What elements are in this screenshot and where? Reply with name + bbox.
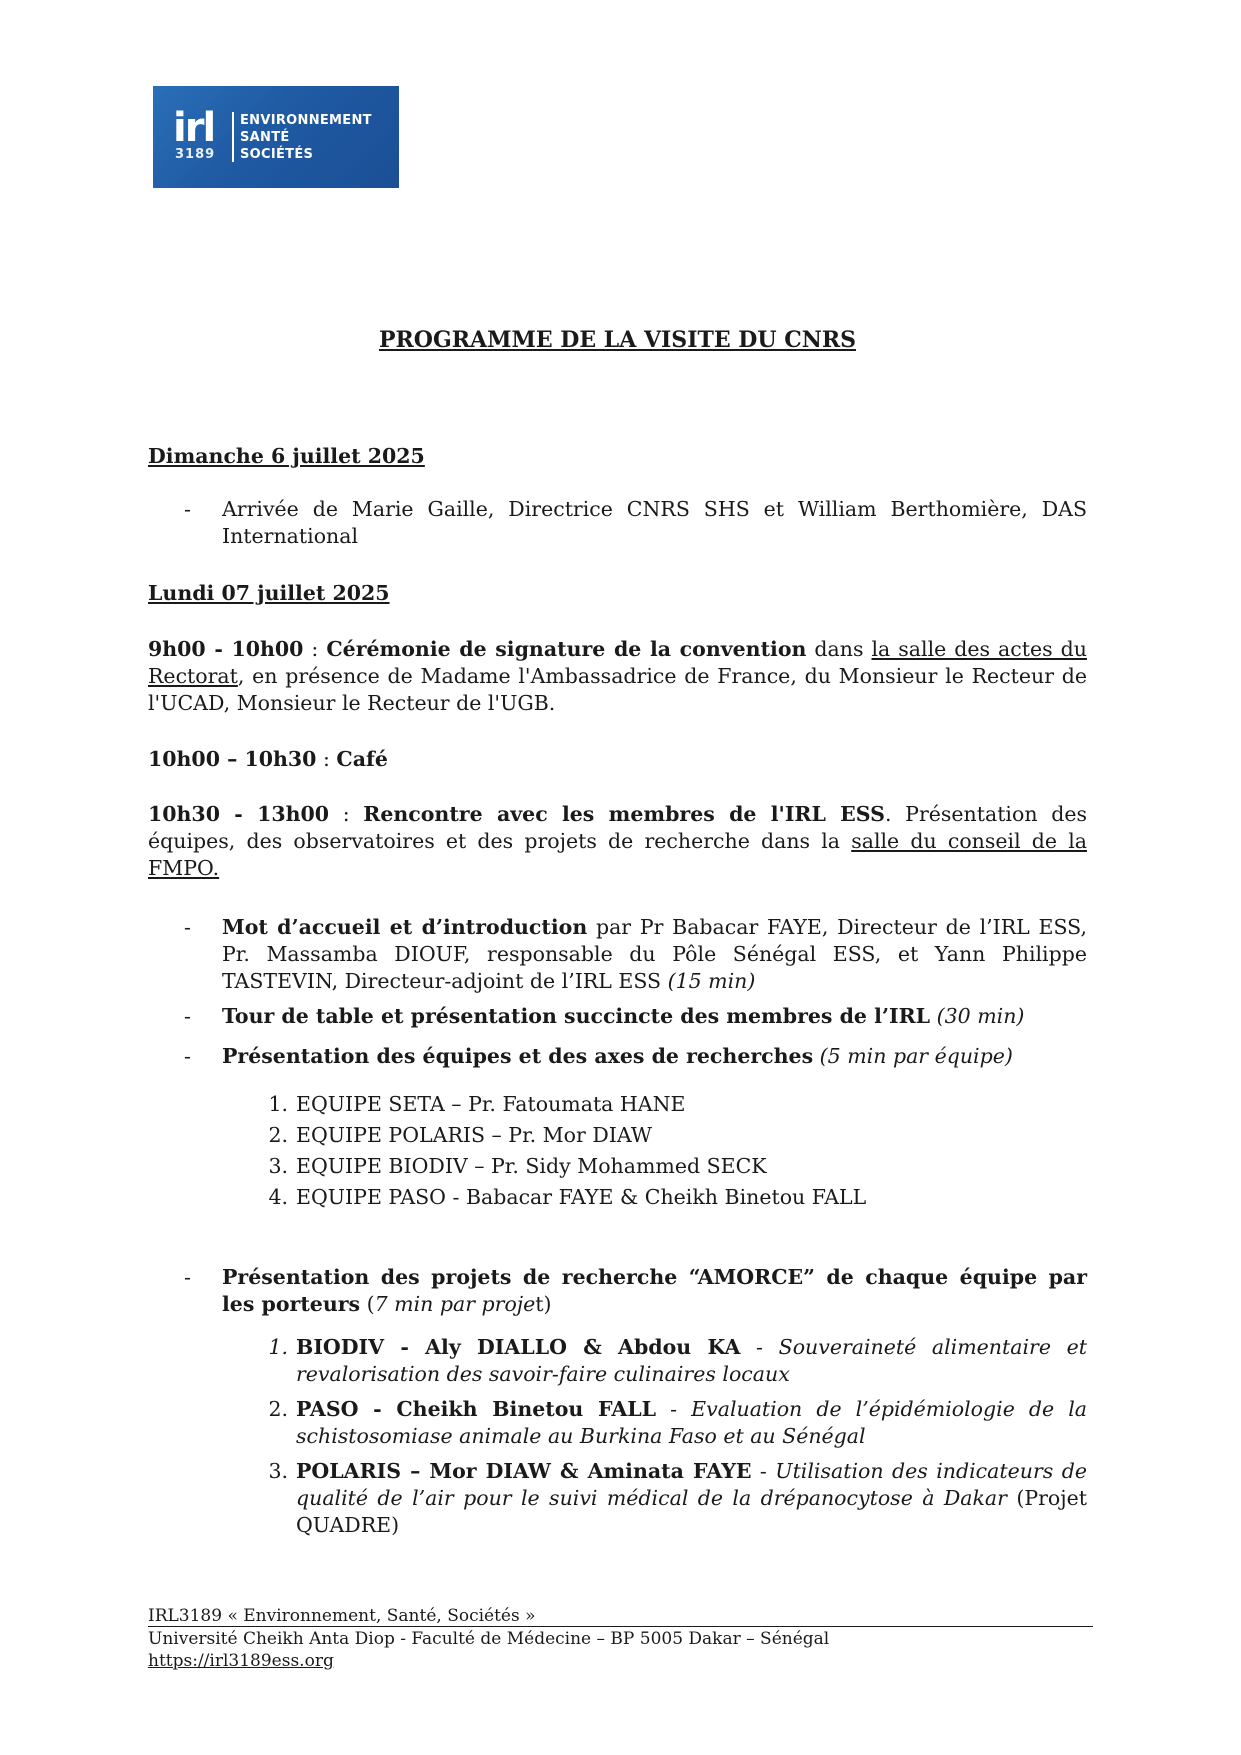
agenda-bullet	[184, 1264, 1087, 1318]
agenda-item-duration: (30 min)	[936, 1004, 1025, 1028]
team-text: EQUIPE SETA – Pr. Fatoumata HANE	[296, 1092, 686, 1116]
session-time: 10h00 – 10h30	[148, 747, 317, 771]
page-footer	[148, 1605, 1093, 1672]
project-team: POLARIS – Mor DIAW & Aminata FAYE	[296, 1459, 752, 1483]
session-text: , en présence de Madame l'Ambassadrice de France, du Monsieur le Recteur de l'UCAD, Monsieur le Recteur de l'UGB.	[148, 664, 1087, 715]
agenda-item-title: Présentation des projets de recherche “AMORCE” de chaque équipe par les porteurs	[222, 1265, 1087, 1316]
separator: -	[656, 1397, 692, 1421]
session-place: salle du conseil de la FMPO.	[148, 829, 1088, 880]
dash-marker: -	[184, 1044, 191, 1068]
project-title: Souveraineté alimentaire et revalorisation des savoir-faire culinaires locaux	[296, 1335, 1087, 1386]
project-team: PASO - Cheikh Binetou FALL	[296, 1397, 657, 1421]
project-title: Utilisation des indicateurs de qualité de l’air pour le suivi médical de la drépanocytose à Dakar	[296, 1459, 1087, 1510]
separator: -	[740, 1335, 779, 1359]
logo-irl-text: irl	[173, 105, 215, 151]
footer-line-1: IRL3189 « Environnement, Santé, Sociétés »	[148, 1606, 536, 1626]
item-number: 2.	[268, 1123, 288, 1147]
agenda-item-duration: (5 min par équipe)	[819, 1044, 1013, 1068]
logo-divider	[232, 112, 234, 162]
day1-bullet	[184, 496, 1087, 550]
logo-word-1: ENVIRONNEMENT	[240, 113, 372, 128]
agenda-bullet	[184, 1043, 1087, 1070]
footer-website-link[interactable]: https://irl3189ess.org	[148, 1651, 334, 1671]
project-team: BIODIV - Aly DIALLO & Abdou KA	[296, 1335, 741, 1359]
agenda-item-duration: (15 min)	[667, 969, 756, 993]
agenda-item-title: Mot d’accueil et d’introduction	[222, 915, 588, 939]
item-number: 1.	[268, 1092, 288, 1116]
team-text: EQUIPE BIODIV – Pr. Sidy Mohammed SECK	[296, 1154, 767, 1178]
agenda-bullet-text	[222, 1043, 1087, 1070]
project-text	[296, 1396, 1087, 1450]
team-item	[260, 1122, 1087, 1149]
session-title: Rencontre avec les membres de l'IRL ESS	[363, 802, 885, 826]
project-text	[296, 1334, 1087, 1388]
session-cafe	[148, 746, 1087, 773]
project-title: Evaluation de l’épidémiologie de la schistosomiase animale au Burkina Faso et au Sénégal	[296, 1397, 1087, 1448]
dash-marker: -	[184, 915, 191, 939]
agenda-item-text: t)	[535, 1292, 552, 1316]
session-place: la salle des actes du Rectorat	[148, 637, 1087, 688]
project-tail: (Projet QUADRE)	[296, 1486, 1087, 1537]
separator: :	[303, 637, 327, 661]
session-text: . Présentation des équipes, des observatoires et des projets de recherche dans la	[148, 802, 1087, 853]
team-text: EQUIPE PASO - Babacar FAYE & Cheikh Binetou FALL	[296, 1185, 867, 1209]
agenda-item-text: (	[360, 1292, 375, 1316]
day2-heading: Lundi 07 juillet 2025	[148, 581, 390, 605]
dash-marker: -	[184, 1004, 191, 1028]
session-title: Cérémonie de signature de la convention	[326, 637, 807, 661]
session-text: dans	[806, 637, 872, 661]
logo-word-2: SANTÉ	[240, 130, 290, 145]
agenda-item-title: Tour de table et présentation succincte des membres de l’IRL	[222, 1004, 931, 1028]
project-item	[260, 1396, 1087, 1450]
session-meeting	[148, 801, 1087, 882]
session-time: 10h30 - 13h00	[148, 802, 330, 826]
agenda-item-duration: 7 min par proje	[374, 1292, 536, 1316]
page-title: PROGRAMME DE LA VISITE DU CNRS	[378, 327, 857, 353]
team-item	[260, 1184, 1087, 1211]
agenda-bullet-text	[222, 914, 1087, 995]
agenda-bullet-text	[222, 1264, 1087, 1318]
agenda-bullet-text	[222, 1003, 1087, 1030]
item-number: 1.	[268, 1335, 288, 1359]
project-text	[296, 1458, 1087, 1539]
day1-heading: Dimanche 6 juillet 2025	[148, 444, 425, 468]
agenda-item-title: Présentation des équipes et des axes de recherches	[222, 1044, 814, 1068]
session-ceremony	[148, 636, 1087, 717]
item-number: 4.	[268, 1185, 288, 1209]
dash-marker: -	[184, 497, 191, 521]
agenda-item-text: par Pr Babacar FAYE, Directeur de l’IRL ESS, Pr. Massamba DIOUF, responsable du Pôle Sénégal ESS, et Yann Philippe TASTEVIN, Directeur-adjoint de l’IRL ESS	[222, 915, 1087, 993]
item-number: 3.	[268, 1154, 288, 1178]
separator: -	[751, 1459, 776, 1483]
separator: :	[329, 802, 364, 826]
logo-word-3: SOCIÉTÉS	[240, 147, 314, 162]
agenda-bullet	[184, 914, 1087, 995]
project-item	[260, 1334, 1087, 1388]
team-text: EQUIPE POLARIS – Pr. Mor DIAW	[296, 1123, 652, 1147]
logo-number: 3189	[175, 147, 216, 162]
agenda-bullet	[184, 1003, 1087, 1030]
session-time: 9h00 - 10h00	[148, 637, 304, 661]
item-number: 3.	[268, 1459, 288, 1483]
item-number: 2.	[268, 1397, 288, 1421]
separator: :	[316, 747, 337, 771]
session-title: Café	[336, 747, 388, 771]
team-item	[260, 1091, 1087, 1118]
day1-bullet-text: Arrivée de Marie Gaille, Directrice CNRS SHS et William Berthomière, DAS International	[222, 497, 1087, 548]
team-item	[260, 1153, 1087, 1180]
dash-marker: -	[184, 1265, 191, 1289]
footer-line-2: Université Cheikh Anta Diop - Faculté de Médecine – BP 5005 Dakar – Sénégal	[148, 1629, 830, 1649]
irl-logo	[153, 86, 399, 188]
logo-words	[240, 112, 372, 163]
project-item	[260, 1458, 1087, 1539]
